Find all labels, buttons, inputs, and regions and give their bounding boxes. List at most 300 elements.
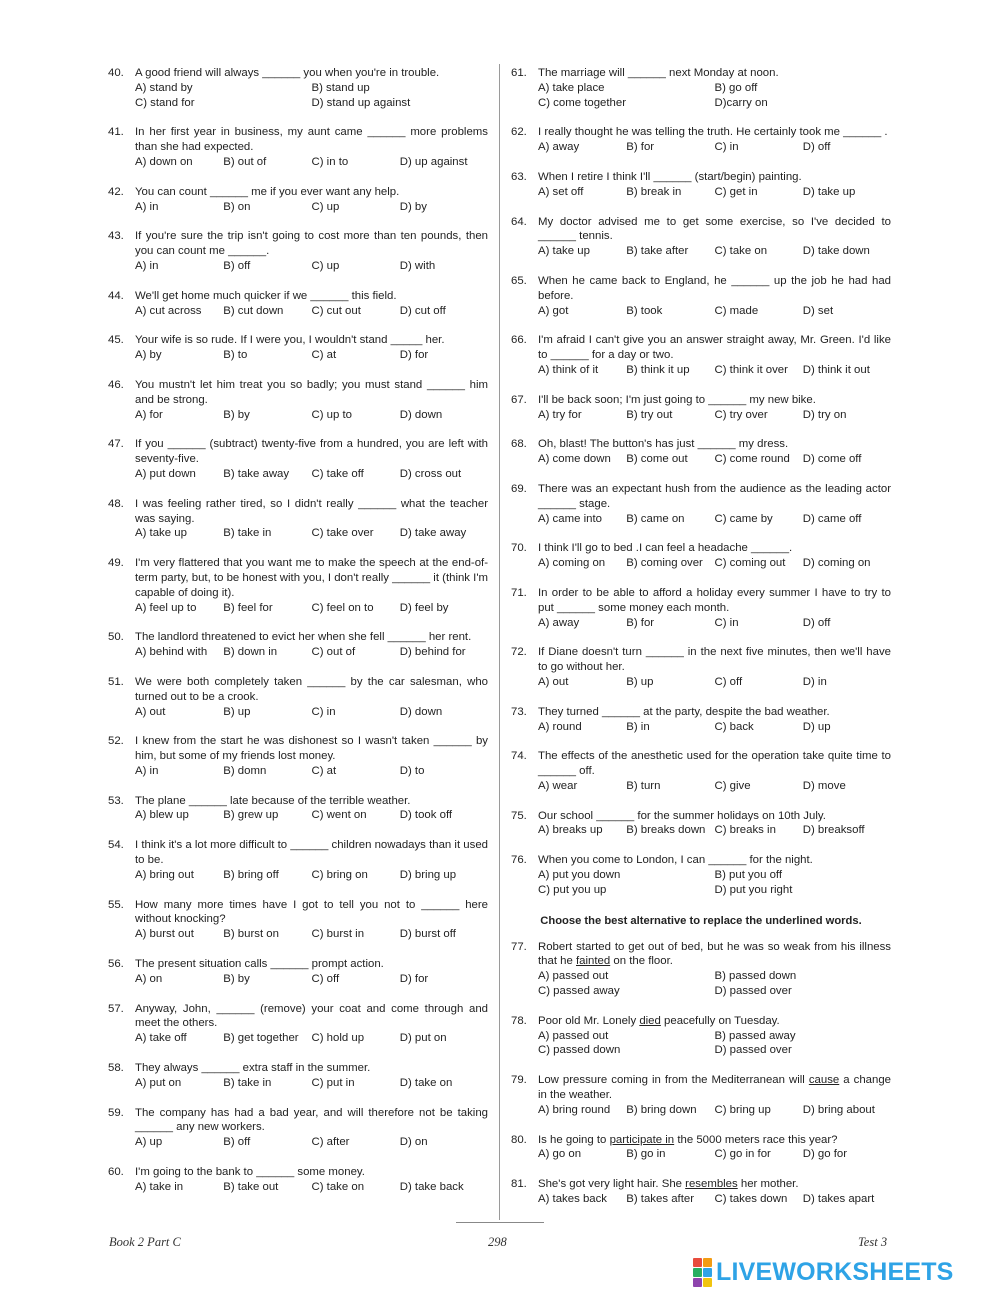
answer-option[interactable]: B) off <box>223 259 251 272</box>
footer-test: Test 3 <box>858 1235 888 1249</box>
answer-option[interactable]: D) bring about <box>802 1103 875 1116</box>
answer-option[interactable]: A) by <box>135 349 162 362</box>
answer-option[interactable]: C) in <box>714 141 739 154</box>
answer-option[interactable]: D) off <box>802 616 831 629</box>
answer-option[interactable]: B) take away <box>223 467 290 480</box>
question-text-part: I'm going to the bank to ______ some money. <box>135 1166 365 1179</box>
question-text <box>538 125 891 140</box>
answer-option[interactable]: A) down on <box>135 155 193 168</box>
answer-option[interactable]: A) wear <box>538 779 578 792</box>
question <box>511 749 891 793</box>
question <box>511 437 891 467</box>
answer-option[interactable]: D)carry on <box>714 96 768 109</box>
answer-option[interactable]: D) off <box>802 141 831 154</box>
question-text-part: I knew from the start he was dishonest so I wasn't taken ______ by him, but some of my friends lost money. <box>135 735 488 763</box>
answer-option[interactable]: C) off <box>311 972 340 985</box>
question-text-part: You can count ______ me if you ever want any help. <box>135 185 400 198</box>
answer-option[interactable]: A) for <box>135 408 163 421</box>
question-number: 46. <box>108 378 124 391</box>
answer-options <box>135 705 488 720</box>
answer-option[interactable]: C) breaks in <box>714 824 776 837</box>
answer-option[interactable]: A) burst out <box>135 928 194 941</box>
answer-option[interactable]: A) in <box>135 259 159 272</box>
answer-option[interactable]: D) in <box>802 675 827 688</box>
answer-option[interactable]: B) put you off <box>714 869 783 882</box>
answer-option[interactable]: C) take on <box>311 1180 365 1193</box>
question-text-part: I think it's a lot more difficult to ______ children nowadays than it used to be. <box>135 839 488 867</box>
question <box>511 66 891 110</box>
answer-option[interactable]: D) came off <box>802 512 862 525</box>
answer-option[interactable]: D) to <box>399 764 425 777</box>
answer-options <box>135 645 488 660</box>
answer-option[interactable]: D) come off <box>802 453 862 466</box>
question-number: 48. <box>108 497 124 510</box>
answer-options <box>135 927 488 942</box>
answer-option[interactable]: B) take in <box>223 527 272 540</box>
answer-option[interactable]: B) by <box>223 972 250 985</box>
answer-option[interactable]: B) burst on <box>223 928 279 941</box>
answer-options <box>538 969 891 999</box>
question-number: 67. <box>511 393 527 406</box>
question <box>108 1165 488 1195</box>
answer-option[interactable]: C) come together <box>538 96 626 109</box>
question-text <box>135 229 488 259</box>
question <box>108 125 488 169</box>
question <box>108 497 488 541</box>
question <box>108 378 488 422</box>
answer-option[interactable]: B) take after <box>626 245 689 258</box>
answer-option[interactable]: C) put you up <box>538 883 607 896</box>
answer-options <box>135 467 488 482</box>
answer-option[interactable]: C) take over <box>311 527 374 540</box>
answer-option[interactable]: A) on <box>135 972 163 985</box>
answer-option[interactable]: C) in <box>714 616 739 629</box>
answer-option[interactable]: C) up to <box>311 408 353 421</box>
footer-book: Book 2 Part C <box>109 1235 181 1249</box>
answer-options <box>538 616 891 631</box>
answer-option[interactable]: B) get together <box>223 1032 299 1045</box>
answer-options <box>538 1147 891 1162</box>
answer-option[interactable]: A) take in <box>135 1180 184 1193</box>
answer-option[interactable]: A) passed out <box>538 970 609 983</box>
question-text-part: I think I'll go to bed .I can feel a headache ______. <box>538 542 793 555</box>
answer-option[interactable]: A) bring out <box>135 868 194 881</box>
question-number: 79. <box>511 1074 527 1087</box>
answer-option[interactable]: C) hold up <box>311 1032 365 1045</box>
answer-option[interactable]: C) feel on to <box>311 601 374 614</box>
question-number: 43. <box>108 230 124 243</box>
answer-option[interactable]: B) go in <box>626 1148 666 1161</box>
answer-option[interactable]: B) go off <box>714 81 758 94</box>
question-text <box>135 1106 488 1136</box>
answer-option[interactable]: D) breaksoff <box>802 824 865 837</box>
question-number: 58. <box>108 1062 124 1075</box>
question-text-part: her mother. <box>737 1178 799 1191</box>
logo-square <box>693 1258 702 1267</box>
answer-options <box>538 1192 891 1207</box>
answer-options <box>538 140 891 155</box>
underlined-word: cause <box>808 1074 840 1087</box>
answer-option[interactable]: C) in <box>311 705 336 718</box>
question-text <box>538 853 891 868</box>
answer-options <box>538 1029 891 1059</box>
answer-option[interactable]: B) passed down <box>714 970 797 983</box>
answer-option[interactable]: D) try on <box>802 408 847 421</box>
question-number: 42. <box>108 185 124 198</box>
question <box>108 333 488 363</box>
answer-option[interactable]: D) passed over <box>714 985 792 998</box>
question <box>108 898 488 942</box>
answer-option[interactable]: D) took off <box>399 809 453 822</box>
answer-option[interactable]: A) out <box>135 705 166 718</box>
logo-square <box>693 1278 702 1287</box>
answer-option[interactable]: C) get in <box>714 185 758 198</box>
answer-option[interactable]: B) breaks down <box>626 824 706 837</box>
answer-option[interactable]: C) coming out <box>714 557 786 570</box>
question-text-part: I was feeling rather tired, so I didn't really ______ what the teacher was saying. <box>135 497 488 525</box>
answer-option[interactable]: A) in <box>135 200 159 213</box>
answer-option[interactable]: B) cut down <box>223 304 284 317</box>
answer-option[interactable]: B) try out <box>626 408 673 421</box>
answer-option[interactable]: B) take in <box>223 1076 272 1089</box>
question-text-part: When you come to London, I can ______ for the night. <box>538 854 813 867</box>
question <box>108 556 488 615</box>
answer-option[interactable]: B) on <box>223 200 251 213</box>
answer-option[interactable]: C) back <box>714 720 754 733</box>
footer-page-number: 298 <box>488 1235 507 1249</box>
answer-option[interactable]: C) try over <box>714 408 768 421</box>
answer-option[interactable]: B) down in <box>223 646 278 659</box>
answer-option[interactable]: B) off <box>223 1136 251 1149</box>
question <box>511 1133 891 1163</box>
answer-option[interactable]: D) take up <box>802 185 856 198</box>
answer-option[interactable]: A) in <box>135 764 159 777</box>
question <box>511 645 891 689</box>
question-number: 72. <box>511 646 527 659</box>
answer-option[interactable]: D) take on <box>399 1076 453 1089</box>
answer-option[interactable]: C) at <box>311 764 337 777</box>
question-number: 66. <box>511 334 527 347</box>
answer-option[interactable]: C) up <box>311 200 340 213</box>
answer-option[interactable]: A) take off <box>135 1032 187 1045</box>
answer-option[interactable]: A) put down <box>135 467 196 480</box>
answer-option[interactable]: A) put on <box>135 1076 182 1089</box>
answer-option[interactable]: D) takes apart <box>802 1193 875 1206</box>
answer-option[interactable]: D) move <box>802 779 846 792</box>
question-text <box>135 898 488 928</box>
question-text-part: We'll get home much quicker if we ______ this field. <box>135 289 397 302</box>
answer-option[interactable]: D) cut off <box>399 304 446 317</box>
answer-option[interactable]: B) took <box>626 304 663 317</box>
question-number: 57. <box>108 1002 124 1015</box>
answer-option[interactable]: B) for <box>626 616 655 629</box>
answer-option[interactable]: C) off <box>714 675 743 688</box>
answer-options <box>538 452 891 467</box>
logo-text: LIVEWORKSHEETS <box>716 1257 954 1286</box>
answer-option[interactable]: A) take up <box>538 245 590 258</box>
answer-option[interactable]: D) passed over <box>714 1044 792 1057</box>
answer-option[interactable]: A) go on <box>538 1148 582 1161</box>
question-text-part: In her first year in business, my aunt came ______ more problems than she had expected. <box>135 126 488 154</box>
answer-option[interactable]: C) stand for <box>135 96 195 109</box>
answer-option[interactable]: A) takes back <box>538 1193 608 1206</box>
question <box>511 215 891 259</box>
answer-option[interactable]: D) up <box>802 720 831 733</box>
left-column <box>108 66 488 1210</box>
question <box>108 1061 488 1091</box>
question-text-part: I really thought he was telling the truth. He certainly took me ______ . <box>538 126 888 139</box>
answer-option[interactable]: D) take back <box>399 1180 464 1193</box>
question-number: 51. <box>108 675 124 688</box>
answer-options <box>135 868 488 883</box>
answer-option[interactable]: C) put in <box>311 1076 355 1089</box>
question-number: 63. <box>511 170 527 183</box>
answer-option[interactable]: A) breaks up <box>538 824 603 837</box>
answer-option[interactable]: B) coming over <box>626 557 703 570</box>
question-text-part: There was an expectant hush from the audience as the leading actor ______ stage. <box>538 482 891 510</box>
question <box>511 940 891 999</box>
answer-option[interactable]: D) take away <box>399 527 467 540</box>
question-text-part: When I retire I think I'll ______ (start/begin) painting. <box>538 170 802 183</box>
answer-option[interactable]: C) think it over <box>714 363 788 376</box>
answer-options <box>135 764 488 779</box>
answer-options <box>538 1103 891 1118</box>
question-text-part: The effects of the anesthetic used for the operation take quite time to ______ off. <box>538 750 891 778</box>
question-text-part: on the floor. <box>610 955 673 968</box>
question-text <box>135 630 488 645</box>
answer-option[interactable]: B) up <box>626 675 654 688</box>
answer-option[interactable]: A) came into <box>538 512 602 525</box>
answer-option[interactable]: A) blew up <box>135 809 189 822</box>
question-text-part: a change in the weather. <box>538 1074 891 1102</box>
answer-option[interactable]: D) put you right <box>714 883 793 896</box>
question-text <box>135 125 488 155</box>
underlined-word: resembles <box>685 1178 738 1191</box>
answer-option[interactable]: A) passed out <box>538 1029 609 1042</box>
question-text-part: Your wife is so rude. If I were you, I wouldn't stand _____ her. <box>135 334 445 347</box>
liveworksheets-logo <box>693 1259 954 1285</box>
question <box>108 794 488 824</box>
answer-options <box>135 348 488 363</box>
answer-option[interactable]: C) went on <box>311 809 367 822</box>
answer-option[interactable]: C) burst in <box>311 928 365 941</box>
question-text-part: If you're sure the trip isn't going to cost more than ten pounds, then you can count me ______. <box>135 230 488 258</box>
answer-option[interactable]: A) put you down <box>538 869 621 882</box>
question-text <box>135 1002 488 1032</box>
answer-options <box>135 1076 488 1091</box>
answer-option[interactable]: C) come round <box>714 453 790 466</box>
question-text-part: I'm afraid I can't give you an answer straight away, Mr. Green. I'd like to ______ for a day or two. <box>538 334 891 362</box>
question-number: 52. <box>108 735 124 748</box>
answer-option[interactable]: B) bring off <box>223 868 279 881</box>
answer-option[interactable]: D) with <box>399 259 436 272</box>
answer-option[interactable]: B) for <box>626 141 655 154</box>
question-text <box>538 645 891 675</box>
answer-option[interactable]: B) bring down <box>626 1103 697 1116</box>
question-text-part: Low pressure coming in from the Mediterranean will <box>538 1074 809 1087</box>
answer-option[interactable]: C) take off <box>311 467 364 480</box>
question-text <box>135 838 488 868</box>
answer-option[interactable]: B) grew up <box>223 809 279 822</box>
question-text <box>538 1133 891 1148</box>
answer-option[interactable]: C) bring on <box>311 868 368 881</box>
question-text-part: the 5000 meters race this year? <box>674 1133 838 1146</box>
answer-option[interactable]: A) up <box>135 1136 163 1149</box>
answer-option[interactable]: B) by <box>223 408 250 421</box>
answer-option[interactable]: A) take up <box>135 527 187 540</box>
question-number: 61. <box>511 67 527 79</box>
answer-option[interactable]: A) behind with <box>135 646 208 659</box>
answer-option[interactable]: D) up against <box>399 155 468 168</box>
answer-option[interactable]: B) up <box>223 705 251 718</box>
underlined-word: died <box>639 1014 661 1027</box>
answer-option[interactable]: C) came by <box>714 512 773 525</box>
answer-option[interactable]: A) got <box>538 304 569 317</box>
answer-option[interactable]: A) take place <box>538 81 605 94</box>
question <box>511 125 891 155</box>
answer-options <box>135 808 488 823</box>
question-text-part: If you ______ (subtract) twenty-five from a hundred, you are left with seventy-five. <box>135 438 488 466</box>
answer-option[interactable]: D) bring up <box>399 868 457 881</box>
answer-option[interactable]: D) stand up against <box>311 96 411 109</box>
answer-option[interactable]: C) passed away <box>538 985 620 998</box>
answer-option[interactable]: D) down <box>399 705 443 718</box>
answer-option[interactable]: D) burst off <box>399 928 456 941</box>
answer-option[interactable]: B) out of <box>223 155 267 168</box>
answer-option[interactable]: D) coming on <box>802 557 871 570</box>
answer-option[interactable]: B) to <box>223 349 248 362</box>
question-text-part: My doctor advised me to get some exercise, so I've decided to ______ tennis. <box>538 215 891 243</box>
answer-option[interactable]: A) stand by <box>135 81 193 94</box>
answer-option[interactable]: D) down <box>399 408 443 421</box>
answer-option[interactable]: C) up <box>311 259 340 272</box>
answer-option[interactable]: C) give <box>714 779 751 792</box>
answer-option[interactable]: C) bring up <box>714 1103 771 1116</box>
answer-option[interactable]: A) round <box>538 720 582 733</box>
answer-option[interactable]: D) for <box>399 972 429 985</box>
answer-options <box>538 720 891 735</box>
answer-option[interactable]: D) feel by <box>399 601 449 614</box>
question-number: 73. <box>511 705 527 718</box>
question-number: 55. <box>108 898 124 911</box>
answer-option[interactable]: A) feel up to <box>135 601 197 614</box>
answer-option[interactable]: B) come out <box>626 453 688 466</box>
answer-option[interactable]: B) came on <box>626 512 685 525</box>
question-text <box>135 378 488 408</box>
answer-option[interactable]: A) set off <box>538 185 584 198</box>
question-text <box>538 482 891 512</box>
question-text <box>538 170 891 185</box>
question-number: 70. <box>511 542 527 555</box>
answer-option[interactable]: B) feel for <box>223 601 273 614</box>
question-text <box>538 274 891 304</box>
answer-option[interactable]: A) away <box>538 616 580 629</box>
answer-option[interactable]: A) out <box>538 675 569 688</box>
answer-option[interactable]: C) after <box>311 1136 350 1149</box>
question-text-part: I'm very flattered that you want me to make the speech at the end-of-term party, but, to be honest with you, I don't really ______ it (think I'm capable of doing it). <box>135 557 488 599</box>
answer-option[interactable]: B) think it up <box>626 363 690 376</box>
answer-option[interactable]: A) cut across <box>135 304 202 317</box>
answer-option[interactable]: D) by <box>399 200 427 213</box>
answer-option[interactable]: B) passed away <box>714 1029 796 1042</box>
question-number: 78. <box>511 1014 527 1027</box>
question-text <box>538 1014 891 1029</box>
logo-square <box>703 1258 712 1267</box>
answer-option[interactable]: D) cross out <box>399 467 462 480</box>
question <box>511 853 891 897</box>
answer-option[interactable]: D) set <box>802 304 834 317</box>
answer-option[interactable]: B) break in <box>626 185 682 198</box>
question-number: 44. <box>108 289 124 302</box>
answer-option[interactable]: A) bring round <box>538 1103 611 1116</box>
question <box>511 274 891 318</box>
question-number: 74. <box>511 750 527 763</box>
answer-option[interactable]: B) take out <box>223 1180 279 1193</box>
answer-options <box>538 779 891 794</box>
answer-option[interactable]: D) behind for <box>399 646 466 659</box>
question-text <box>135 185 488 200</box>
answer-option[interactable]: D) put on <box>399 1032 447 1045</box>
question-text-part: The marriage will ______ next Monday at noon. <box>538 67 779 79</box>
answer-option[interactable]: D) take down <box>802 245 870 258</box>
answer-options <box>135 304 488 319</box>
question <box>511 170 891 200</box>
answer-option[interactable]: A) think of it <box>538 363 599 376</box>
question <box>511 809 891 839</box>
answer-option[interactable]: D) on <box>399 1136 428 1149</box>
question-text-part: If Diane doesn't turn ______ in the next five minutes, then we'll have to go without her. <box>538 646 891 674</box>
answer-option[interactable]: C) out of <box>311 646 356 659</box>
answer-option[interactable]: A) coming on <box>538 557 606 570</box>
answer-option[interactable]: D) for <box>399 349 429 362</box>
section-instruction: Choose the best alternative to replace the underlined words. <box>540 914 862 927</box>
question <box>511 482 891 526</box>
answer-option[interactable]: C) passed down <box>538 1044 621 1057</box>
answer-option[interactable]: B) in <box>626 720 650 733</box>
question <box>511 1073 891 1117</box>
answer-option[interactable]: D) think it out <box>802 363 870 376</box>
answer-option[interactable]: C) take on <box>714 245 768 258</box>
question <box>108 630 488 660</box>
answer-option[interactable]: B) stand up <box>311 81 370 94</box>
answer-option[interactable]: A) try for <box>538 408 582 421</box>
answer-option[interactable]: D) go for <box>802 1148 848 1161</box>
question-text <box>135 1165 488 1180</box>
answer-options <box>538 868 891 898</box>
answer-options <box>135 972 488 987</box>
answer-option[interactable]: B) takes after <box>626 1193 694 1206</box>
question-text <box>538 1177 891 1192</box>
answer-options <box>538 512 891 527</box>
answer-option[interactable]: C) made <box>714 304 759 317</box>
column-divider <box>499 64 500 1220</box>
answer-option[interactable]: C) go in for <box>714 1148 771 1161</box>
question-number: 60. <box>108 1166 124 1179</box>
answer-option[interactable]: C) cut out <box>311 304 361 317</box>
answer-option[interactable]: B) domn <box>223 764 267 777</box>
answer-option[interactable]: A) come down <box>538 453 611 466</box>
answer-option[interactable]: B) turn <box>626 779 661 792</box>
answer-options <box>135 601 488 616</box>
question-text <box>538 586 891 616</box>
answer-option[interactable]: C) in to <box>311 155 349 168</box>
answer-option[interactable]: C) at <box>311 349 337 362</box>
answer-option[interactable]: A) away <box>538 141 580 154</box>
answer-option[interactable]: C) takes down <box>714 1193 788 1206</box>
question <box>511 1177 891 1207</box>
question-text <box>538 1073 891 1103</box>
question-text-part: The plane ______ late because of the terrible weather. <box>135 794 411 807</box>
